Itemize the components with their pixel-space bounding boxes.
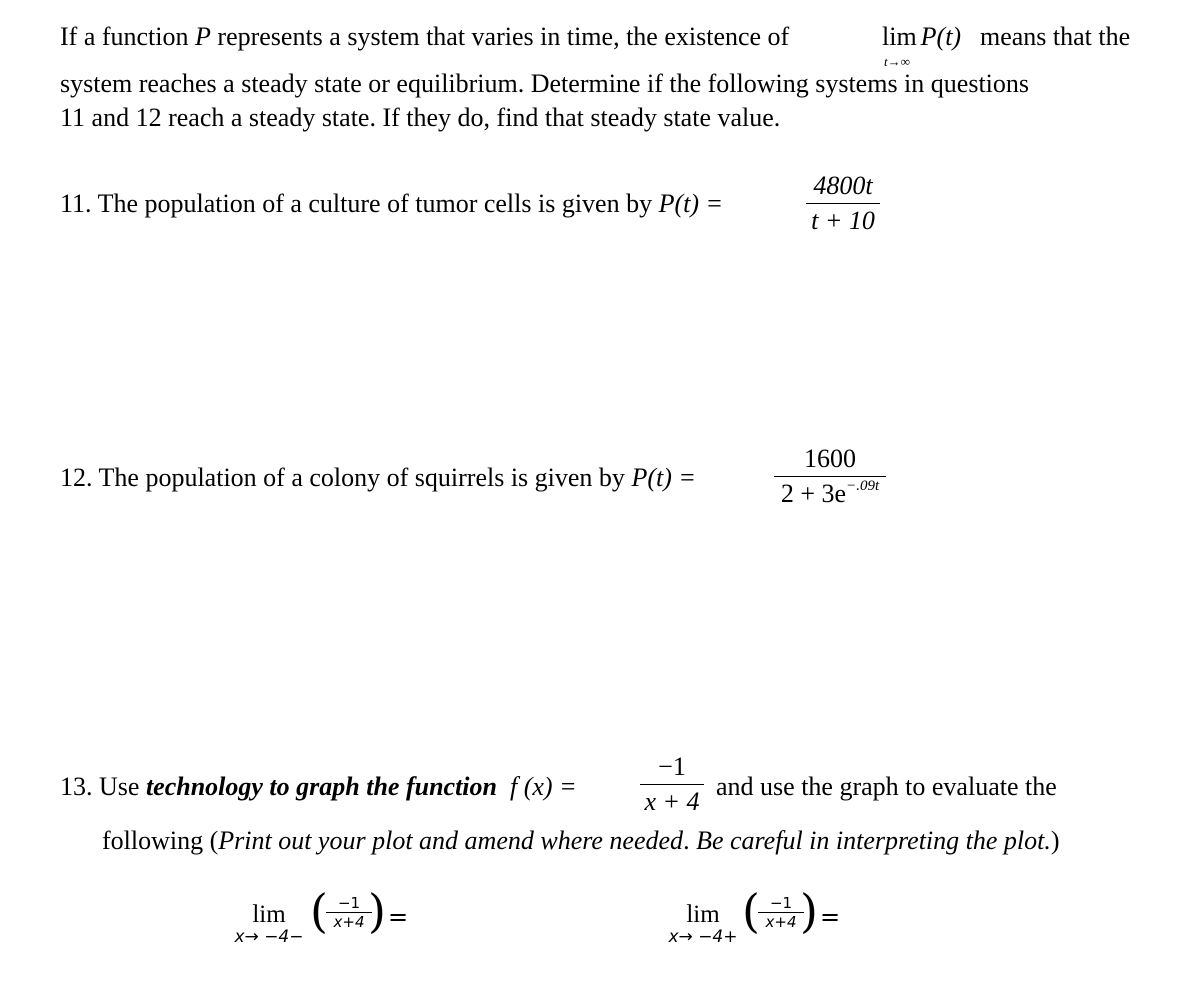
limit-fraction-2: −1 x+4	[758, 895, 804, 930]
fraction-bar	[806, 203, 880, 204]
limit-left-1: lim x→ −4−	[226, 902, 312, 946]
limit-fraction-1: −1 x+4	[326, 895, 372, 930]
intro-line-1: If a function P represents a system that varies in time, the existence of	[60, 22, 790, 51]
question-13-fraction	[640, 752, 704, 817]
intro-limit: lim P(t)	[882, 22, 962, 51]
intro-line-2: system reaches a steady state or equilibrium. Determine if the following systems in questions	[60, 69, 1030, 98]
question-11-denominator: t + 10	[811, 206, 875, 235]
exponent: −.09t	[846, 478, 880, 494]
intro-line-3: 11 and 12 reach a steady state. If they do, find that steady state value.	[60, 103, 781, 132]
left-paren: (	[742, 884, 760, 938]
question-13-numerator: −1	[658, 752, 686, 781]
intro-limit-subscript: t→∞	[884, 54, 910, 69]
question-13-text: 13. Use technology to graph the function f (x) =	[60, 772, 577, 801]
question-11-fraction	[806, 171, 880, 236]
question-12-text: 12. The population of a colony of squirrels is given by P(t) =	[60, 463, 696, 492]
question-12-denominator: $2 + 3e^{-.09t}$	[780, 478, 880, 508]
equals-sign: =	[820, 903, 841, 931]
question-13-denominator: x + 4	[644, 787, 700, 816]
question-13-line-2: following (Print out your plot and amend where needed. Be careful in interpreting the plot.)	[102, 826, 1060, 855]
fraction-bar	[640, 784, 704, 785]
question-12-fraction	[774, 444, 886, 513]
intro-line-1-end: means that the	[980, 22, 1131, 51]
right-paren: )	[800, 884, 818, 938]
limit-right-1: lim x→ −4+	[660, 902, 746, 946]
question-13-text-end: and use the graph to evaluate the	[716, 772, 1057, 801]
question-11-numerator: 4800t	[813, 171, 873, 200]
limit-subscript: x→ −4+	[668, 927, 738, 947]
question-12-numerator: 1600	[804, 444, 856, 473]
fraction-bar	[774, 476, 886, 477]
equals-sign: =	[388, 903, 409, 931]
question-11-text: 11. The population of a culture of tumor cells is given by P(t) =	[60, 189, 724, 218]
limit-subscript: x→ −4−	[234, 927, 304, 947]
left-paren: (	[310, 884, 328, 938]
var-p: P	[195, 22, 211, 51]
right-paren: )	[368, 884, 386, 938]
